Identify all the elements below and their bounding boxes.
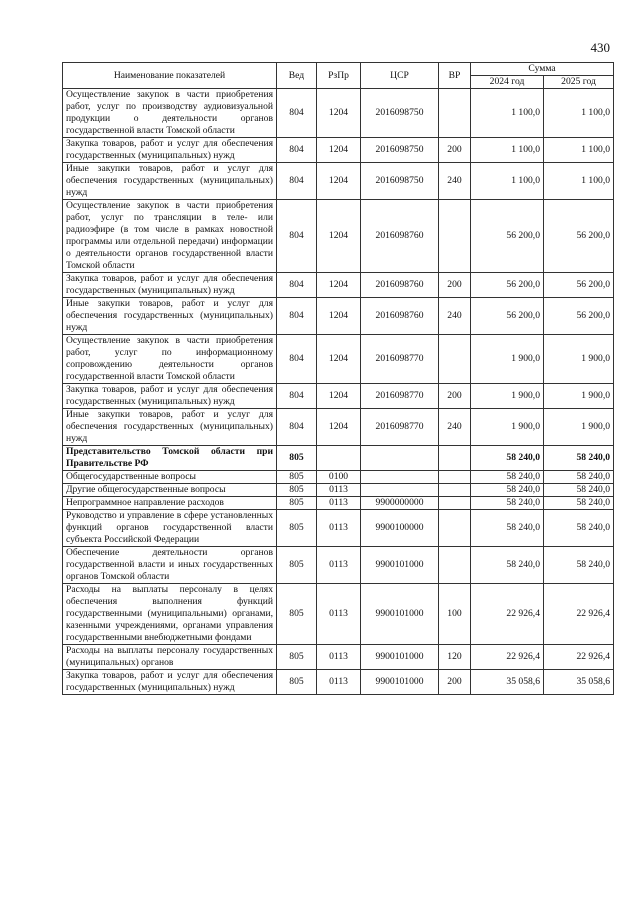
header-rzpr: РзПр — [317, 63, 361, 89]
cell-vr — [439, 547, 471, 584]
cell-ved: 805 — [277, 645, 317, 670]
cell-rzpr: 1204 — [317, 298, 361, 335]
table-row — [63, 89, 614, 138]
table-row — [63, 138, 614, 163]
cell-rzpr: 0113 — [317, 510, 361, 547]
cell-csr: 2016098770 — [361, 409, 439, 446]
cell-2025: 58 240,0 — [544, 547, 614, 584]
cell-vr: 200 — [439, 138, 471, 163]
cell-ved: 804 — [277, 409, 317, 446]
cell-vr — [439, 510, 471, 547]
cell-2025: 58 240,0 — [544, 446, 614, 471]
cell-csr: 2016098750 — [361, 89, 439, 138]
cell-ved: 804 — [277, 273, 317, 298]
cell-name: Иные закупки товаров, работ и услуг для обеспечения государственных (муниципальных) нужд — [63, 409, 277, 446]
table-row — [63, 384, 614, 409]
cell-ved: 804 — [277, 138, 317, 163]
cell-vr: 200 — [439, 273, 471, 298]
cell-name: Другие общегосударственные вопросы — [63, 484, 277, 497]
cell-2025: 58 240,0 — [544, 471, 614, 484]
table-row — [63, 471, 614, 484]
cell-2025: 1 900,0 — [544, 384, 614, 409]
cell-name: Закупка товаров, работ и услуг для обеспечения государственных (муниципальных) нужд — [63, 670, 277, 695]
cell-rzpr: 0113 — [317, 547, 361, 584]
cell-name: Осуществление закупок в части приобретения работ, услуг по информационному сопровождению деятельности органов государственной власти Томской области — [63, 335, 277, 384]
table-row — [63, 547, 614, 584]
cell-2024: 56 200,0 — [471, 200, 544, 273]
cell-ved: 805 — [277, 547, 317, 584]
cell-vr — [439, 471, 471, 484]
cell-2024: 1 900,0 — [471, 384, 544, 409]
cell-2025: 1 900,0 — [544, 409, 614, 446]
cell-2024: 56 200,0 — [471, 273, 544, 298]
budget-table — [62, 62, 614, 695]
cell-rzpr: 0113 — [317, 584, 361, 645]
cell-2025: 56 200,0 — [544, 298, 614, 335]
cell-2025: 1 900,0 — [544, 335, 614, 384]
cell-2025: 56 200,0 — [544, 200, 614, 273]
cell-vr: 200 — [439, 670, 471, 695]
cell-vr — [439, 200, 471, 273]
cell-csr: 2016098750 — [361, 163, 439, 200]
cell-2025: 58 240,0 — [544, 510, 614, 547]
cell-name: Иные закупки товаров, работ и услуг для обеспечения государственных (муниципальных) нужд — [63, 163, 277, 200]
cell-name: Руководство и управление в сфере установленных функций органов государственной власти субъекта Российской Федерации — [63, 510, 277, 547]
cell-rzpr: 1204 — [317, 335, 361, 384]
cell-name: Закупка товаров, работ и услуг для обеспечения государственных (муниципальных) нужд — [63, 384, 277, 409]
cell-rzpr: 1204 — [317, 200, 361, 273]
cell-2024: 58 240,0 — [471, 510, 544, 547]
cell-ved: 805 — [277, 484, 317, 497]
table-header — [63, 63, 614, 89]
table-row — [63, 298, 614, 335]
table-row — [63, 163, 614, 200]
page-number: 430 — [590, 40, 610, 55]
cell-2024: 1 100,0 — [471, 89, 544, 138]
cell-2025: 1 100,0 — [544, 138, 614, 163]
cell-csr: 9900100000 — [361, 510, 439, 547]
table-row — [63, 409, 614, 446]
cell-ved: 805 — [277, 670, 317, 695]
cell-2024: 22 926,4 — [471, 584, 544, 645]
cell-2024: 22 926,4 — [471, 645, 544, 670]
cell-name: Закупка товаров, работ и услуг для обеспечения государственных (муниципальных) нужд — [63, 138, 277, 163]
cell-name: Общегосударственные вопросы — [63, 471, 277, 484]
cell-2025: 22 926,4 — [544, 584, 614, 645]
cell-name: Осуществление закупок в части приобретения работ, услуг по трансляции в теле- или радиоэфире (в том числе в рамках новостной программы или отдельной передачи) информации о деятельности органов государственной власти Томской области — [63, 200, 277, 273]
cell-rzpr — [317, 446, 361, 471]
table-row — [63, 273, 614, 298]
header-sum: Сумма — [471, 63, 614, 76]
cell-ved: 805 — [277, 471, 317, 484]
cell-rzpr: 1204 — [317, 138, 361, 163]
cell-2025: 58 240,0 — [544, 497, 614, 510]
header-2024: 2024 год — [471, 76, 544, 89]
cell-vr: 100 — [439, 584, 471, 645]
cell-vr — [439, 89, 471, 138]
cell-csr: 2016098750 — [361, 138, 439, 163]
cell-csr: 2016098770 — [361, 335, 439, 384]
cell-rzpr: 1204 — [317, 163, 361, 200]
cell-vr: 200 — [439, 384, 471, 409]
cell-2024: 1 900,0 — [471, 335, 544, 384]
cell-2025: 22 926,4 — [544, 645, 614, 670]
cell-csr — [361, 484, 439, 497]
table-row — [63, 200, 614, 273]
cell-name: Непрограммное направление расходов — [63, 497, 277, 510]
table-row — [63, 446, 614, 471]
table-row — [63, 510, 614, 547]
cell-ved: 804 — [277, 298, 317, 335]
cell-rzpr: 0100 — [317, 471, 361, 484]
cell-rzpr: 0113 — [317, 670, 361, 695]
cell-2024: 1 900,0 — [471, 409, 544, 446]
cell-2024: 58 240,0 — [471, 547, 544, 584]
cell-ved: 804 — [277, 335, 317, 384]
cell-2025: 56 200,0 — [544, 273, 614, 298]
table-row — [63, 645, 614, 670]
cell-vr: 240 — [439, 163, 471, 200]
cell-name: Представительство Томской области при Правительстве РФ — [63, 446, 277, 471]
cell-ved: 805 — [277, 584, 317, 645]
table-row — [63, 497, 614, 510]
cell-vr: 240 — [439, 409, 471, 446]
cell-2024: 1 100,0 — [471, 163, 544, 200]
cell-name: Расходы на выплаты персоналу государственных (муниципальных) органов — [63, 645, 277, 670]
table-body — [63, 89, 614, 695]
cell-csr — [361, 471, 439, 484]
cell-ved: 804 — [277, 89, 317, 138]
cell-rzpr: 0113 — [317, 484, 361, 497]
cell-vr — [439, 446, 471, 471]
cell-csr — [361, 446, 439, 471]
cell-2025: 1 100,0 — [544, 163, 614, 200]
cell-name: Осуществление закупок в части приобретения работ, услуг по производству аудиовизуальной продукции о деятельности органов государственной власти Томской области — [63, 89, 277, 138]
table-row — [63, 584, 614, 645]
cell-vr: 120 — [439, 645, 471, 670]
header-2025: 2025 год — [544, 76, 614, 89]
cell-2025: 58 240,0 — [544, 484, 614, 497]
cell-ved: 805 — [277, 497, 317, 510]
cell-rzpr: 0113 — [317, 645, 361, 670]
table-row — [63, 335, 614, 384]
cell-csr: 2016098760 — [361, 200, 439, 273]
cell-2024: 58 240,0 — [471, 446, 544, 471]
cell-csr: 9900101000 — [361, 670, 439, 695]
cell-2025: 35 058,6 — [544, 670, 614, 695]
header-ved: Вед — [277, 63, 317, 89]
cell-csr: 9900101000 — [361, 584, 439, 645]
cell-2024: 56 200,0 — [471, 298, 544, 335]
header-name: Наименование показателей — [63, 63, 277, 89]
cell-rzpr: 1204 — [317, 384, 361, 409]
table-row — [63, 670, 614, 695]
cell-rzpr: 1204 — [317, 409, 361, 446]
cell-rzpr: 1204 — [317, 89, 361, 138]
cell-rzpr: 0113 — [317, 497, 361, 510]
cell-vr — [439, 497, 471, 510]
cell-ved: 804 — [277, 163, 317, 200]
cell-name: Обеспечение деятельности органов государственной власти и иных государственных органов Томской области — [63, 547, 277, 584]
cell-ved: 804 — [277, 384, 317, 409]
cell-ved: 804 — [277, 200, 317, 273]
cell-2024: 35 058,6 — [471, 670, 544, 695]
cell-name: Иные закупки товаров, работ и услуг для обеспечения государственных (муниципальных) нужд — [63, 298, 277, 335]
cell-ved: 805 — [277, 510, 317, 547]
cell-csr: 9900101000 — [361, 645, 439, 670]
header-csr: ЦСР — [361, 63, 439, 89]
cell-2024: 58 240,0 — [471, 484, 544, 497]
cell-vr — [439, 335, 471, 384]
cell-csr: 2016098760 — [361, 273, 439, 298]
cell-name: Расходы на выплаты персоналу в целях обеспечения выполнения функций государственными (муниципальными) органами, казенными учреждениями, органами управления государственными внебюджетными фондами — [63, 584, 277, 645]
header-vr: ВР — [439, 63, 471, 89]
cell-ved: 805 — [277, 446, 317, 471]
cell-2024: 58 240,0 — [471, 497, 544, 510]
table-row — [63, 484, 614, 497]
cell-csr: 9900000000 — [361, 497, 439, 510]
cell-csr: 2016098770 — [361, 384, 439, 409]
cell-csr: 2016098760 — [361, 298, 439, 335]
cell-2025: 1 100,0 — [544, 89, 614, 138]
cell-rzpr: 1204 — [317, 273, 361, 298]
cell-name: Закупка товаров, работ и услуг для обеспечения государственных (муниципальных) нужд — [63, 273, 277, 298]
cell-vr: 240 — [439, 298, 471, 335]
cell-2024: 58 240,0 — [471, 471, 544, 484]
cell-2024: 1 100,0 — [471, 138, 544, 163]
cell-vr — [439, 484, 471, 497]
cell-csr: 9900101000 — [361, 547, 439, 584]
